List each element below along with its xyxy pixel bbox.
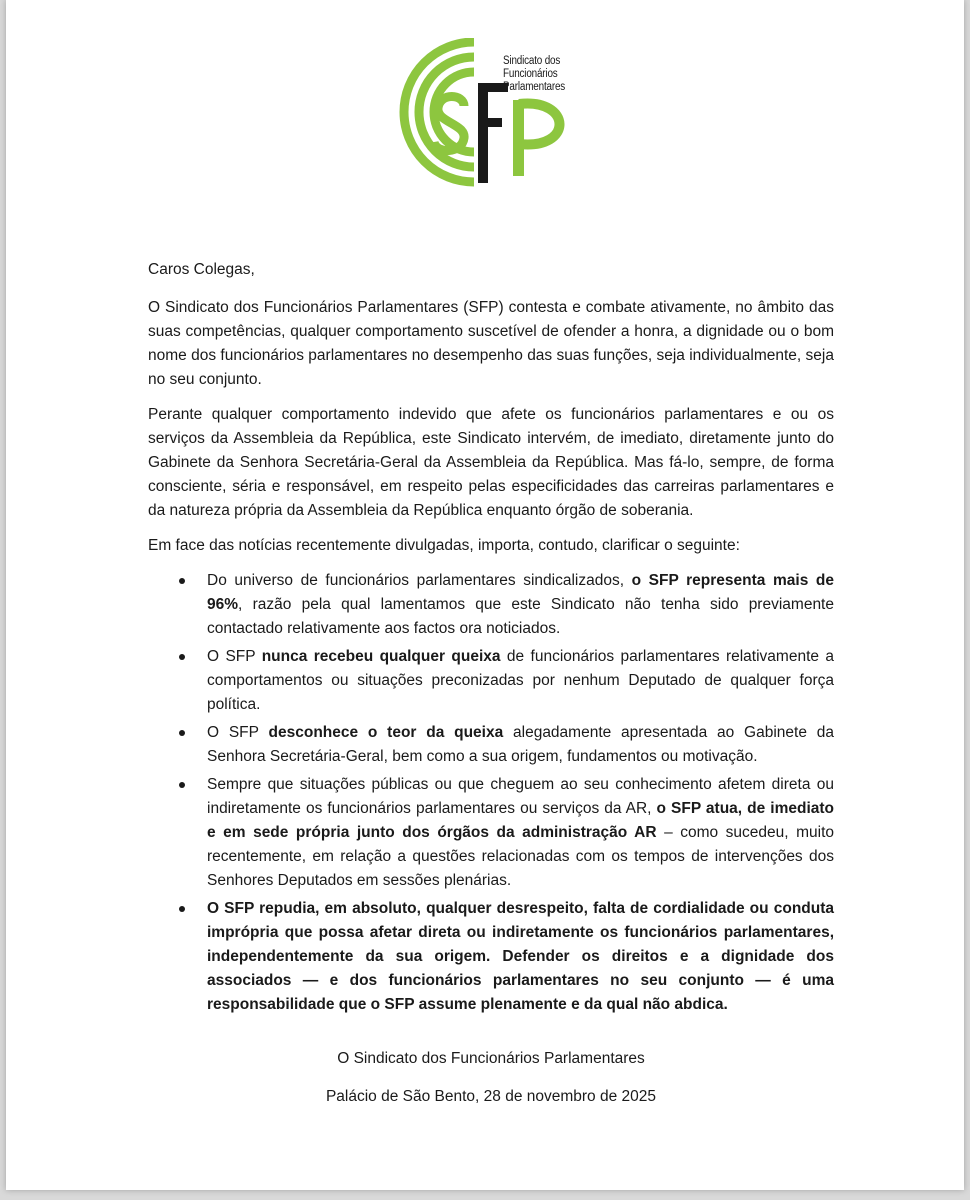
list-item [148,645,834,717]
list-item [148,897,834,1017]
logo-tagline [503,55,565,94]
paragraph: O Sindicato dos Funcionários Parlamentares (SFP) contesta e combate ativamente, no âmbito das suas competências, qualquer comportamento suscetível de ofender a honra, a dignidade ou o bom nome dos funcionários parlamentares no desempenho das suas funções, seja individualmente, seja no seu conjunto. [148,299,834,388]
greeting: Caros Colegas, [148,261,255,278]
letter-body [148,258,834,1123]
logo-tagline-line: Funcionários [503,68,558,80]
list-item [148,773,834,893]
list-item-text: – como sucedeu, muito recentemente, em relação a questões relacionadas com os tempos de intervenções dos Senhores Deputados em sessões plenárias. [207,824,834,889]
place-date: Palácio de São Bento, 28 de novembro de 2025 [325,1088,657,1105]
list-item-emphasis: nunca recebeu qualquer queixa [261,648,501,665]
list-item-text: Sempre que situações públicas ou que cheguem ao seu conhecimento afetem direta ou indiretamente os funcionários parlamentares ou serviços da AR, [207,776,834,817]
list-item-text: O SFP [207,724,269,741]
list-item-emphasis: o SFP atua, de imediato e em sede própria junto dos órgãos da administração AR [207,800,834,841]
list-item-text: de funcionários parlamentares relativamente a comportamentos ou situações preconizadas por nenhum Deputado de qualquer força política. [207,648,834,713]
list-item-text: , razão pela qual lamentamos que este Sindicato não tenha sido previamente contactado relativamente aos factos ora noticiados. [207,596,834,637]
document-page [6,0,964,1190]
list-item [148,721,834,769]
list-item [148,569,834,641]
signature-block [148,1047,834,1109]
signature: O Sindicato dos Funcionários Parlamentares [337,1050,645,1067]
paragraph: Em face das notícias recentemente divulgadas, importa, contudo, clarificar o seguinte: [148,537,740,554]
list-item-text: alegadamente apresentada ao Gabinete da Senhora Secretária-Geral, bem como a sua origem, fundamentos ou motivação. [207,724,834,765]
list-item-text: O SFP [207,648,262,665]
clarification-list [148,569,834,1017]
list-item-emphasis: o SFP representa mais de 96% [207,572,834,613]
logo-tagline-line: Sindicato dos [503,55,561,67]
logo-tagline-line: Parlamentares [503,81,566,93]
paragraph: Perante qualquer comportamento indevido que afete os funcionários parlamentares e ou os serviços da Assembleia da República, este Sindicato intervém, de imediato, diretamente junto do Gabinete da Senhora Secretária-Geral da Assembleia da República. Mas fá-lo, sempre, de forma consciente, séria e responsável, em respeito pelas especificidades das carreiras parlamentares e da natureza própria da Assembleia da República enquanto órgão de soberania. [148,406,834,519]
list-item-emphasis: O SFP repudia, em absoluto, qualquer desrespeito, falta de cordialidade ou conduta imprópria que possa afetar direta ou indiretamente os funcionários parlamentares, independentemente da sua origem. Defender os direitos e a dignidade dos associados — e dos funcionários parlamentares no seu conjunto — é uma responsabilidade que o SFP assume plenamente e da qual não abdica. [207,900,834,1013]
list-item-text: Do universo de funcionários parlamentares sindicalizados, [207,572,632,589]
list-item-emphasis: desconhece o teor da queixa [268,724,504,741]
